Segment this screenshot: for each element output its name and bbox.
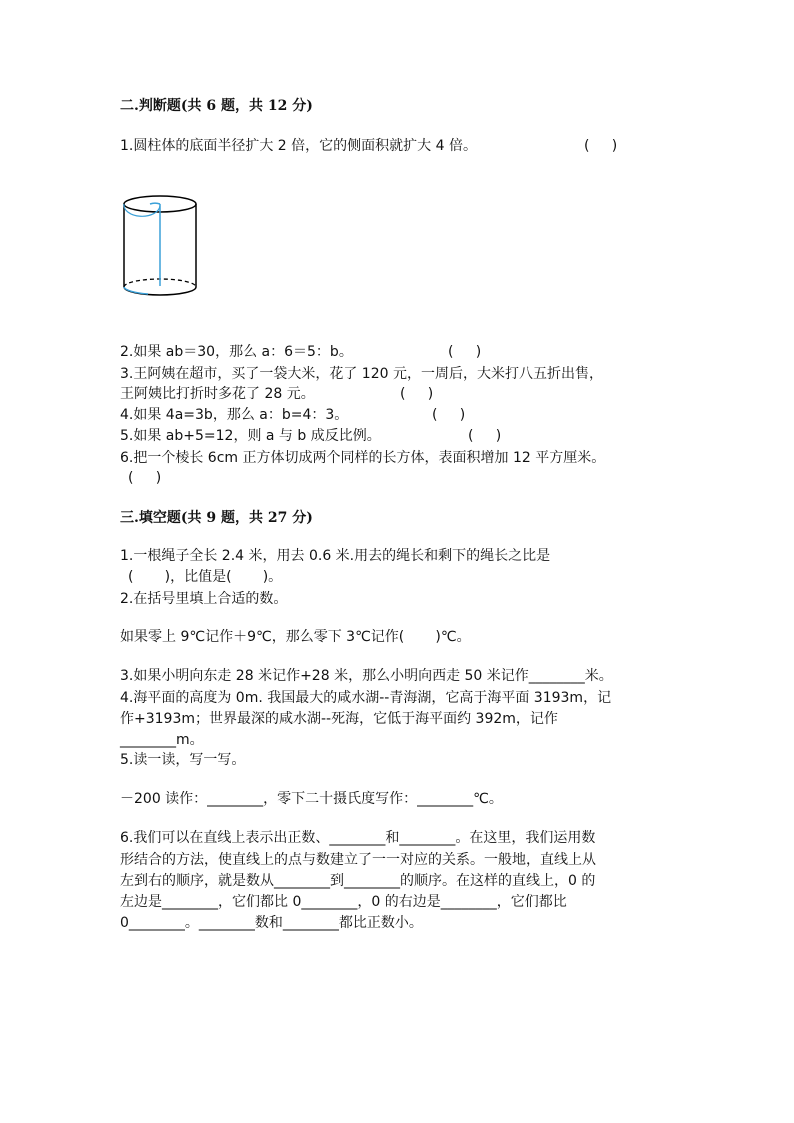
fill-q4-line2: 作+3193m；世界最深的咸水湖--死海，它低于海平面约 392m，记作 (120, 711, 558, 727)
fill-q6-line2: 形结合的方法，使直线上的点与数建立了一一对应的关系。一般地，直线上从 (120, 852, 596, 868)
fill-q4-line1: 4.海平面的高度为 0m. 我国最大的咸水湖--青海湖，它高于海平面 3193m，记 (120, 690, 612, 706)
judge-q6-line1: 6.把一个棱长 6cm 正方体切成两个同样的长方体，表面积增加 12 平方厘米。 (120, 450, 606, 466)
judge-q2-answer-parens[interactable]: ( ) (448, 344, 482, 360)
fill-q6-line4[interactable]: 左边是________，它们都比 0________，0 的右边是________，它们都比 (120, 894, 567, 910)
fill-q5: 5.读一读，写一写。 (120, 752, 246, 768)
judge-q2: 2.如果 ab＝30，那么 a：6＝5：b。 (120, 344, 353, 360)
fill-q6-line3[interactable]: 左到右的顺序，就是数从________到________的顺序。在这样的直线上，0 的 (120, 873, 596, 889)
cylinder-bottom-front-arc (124, 287, 196, 295)
judge-q3-line2: 王阿姨比打折时多花了 28 元。 (120, 386, 315, 402)
fill-q4-line3[interactable]: ________m。 (120, 732, 204, 748)
cylinder-top-radius-mark (124, 204, 160, 216)
judge-q4-answer-parens[interactable]: ( ) (432, 407, 466, 423)
section3-heading: 三.填空题(共 9 题，共 27 分) (120, 510, 313, 526)
judge-q5-answer-parens[interactable]: ( ) (468, 428, 502, 444)
fill-q2-sub[interactable]: 如果零上 9℃记作＋9℃，那么零下 3℃记作( )℃。 (120, 629, 471, 645)
cylinder-bottom-accent-arc (124, 287, 148, 294)
judge-q4: 4.如果 4a=3b，那么 a：b=4：3。 (120, 407, 349, 423)
judge-q1: 1.圆柱体的底面半径扩大 2 倍，它的侧面积就扩大 4 倍。 (120, 138, 477, 154)
fill-q3[interactable]: 3.如果小明向东走 28 米记作+28 米，那么小明向西走 50 米记作________米。 (120, 668, 613, 684)
fill-q2: 2.在括号里填上合适的数。 (120, 591, 288, 607)
judge-q3-line1: 3.王阿姨在超市，买了一袋大米，花了 120 元，一周后，大米打八五折出售， (120, 366, 603, 382)
judge-q3-answer-parens[interactable]: ( ) (400, 386, 434, 402)
cylinder-top-radius-arc (150, 203, 160, 204)
fill-q5-sub[interactable]: －200 读作：________，零下二十摄氏度写作：________℃。 (120, 791, 503, 807)
fill-q1-line1: 1.一根绳子全长 2.4 米，用去 0.6 米.用去的绳长和剩下的绳长之比是 (120, 548, 551, 564)
fill-q6-line5[interactable]: 0________。________数和________都比正数小。 (120, 915, 423, 931)
judge-q6-answer-parens[interactable]: ( ) (128, 470, 162, 486)
judge-q1-answer-parens[interactable]: ( ) (584, 138, 618, 154)
fill-q6-line1[interactable]: 6.我们可以在直线上表示出正数、________和________。在这里，我们运用数 (120, 830, 596, 846)
cylinder-figure (118, 190, 202, 302)
judge-q5: 5.如果 ab+5=12，则 a 与 b 成反比例。 (120, 428, 381, 444)
section2-heading: 二.判断题(共 6 题，共 12 分) (120, 98, 313, 114)
fill-q1-line2[interactable]: ( )，比值是( )。 (128, 569, 283, 585)
